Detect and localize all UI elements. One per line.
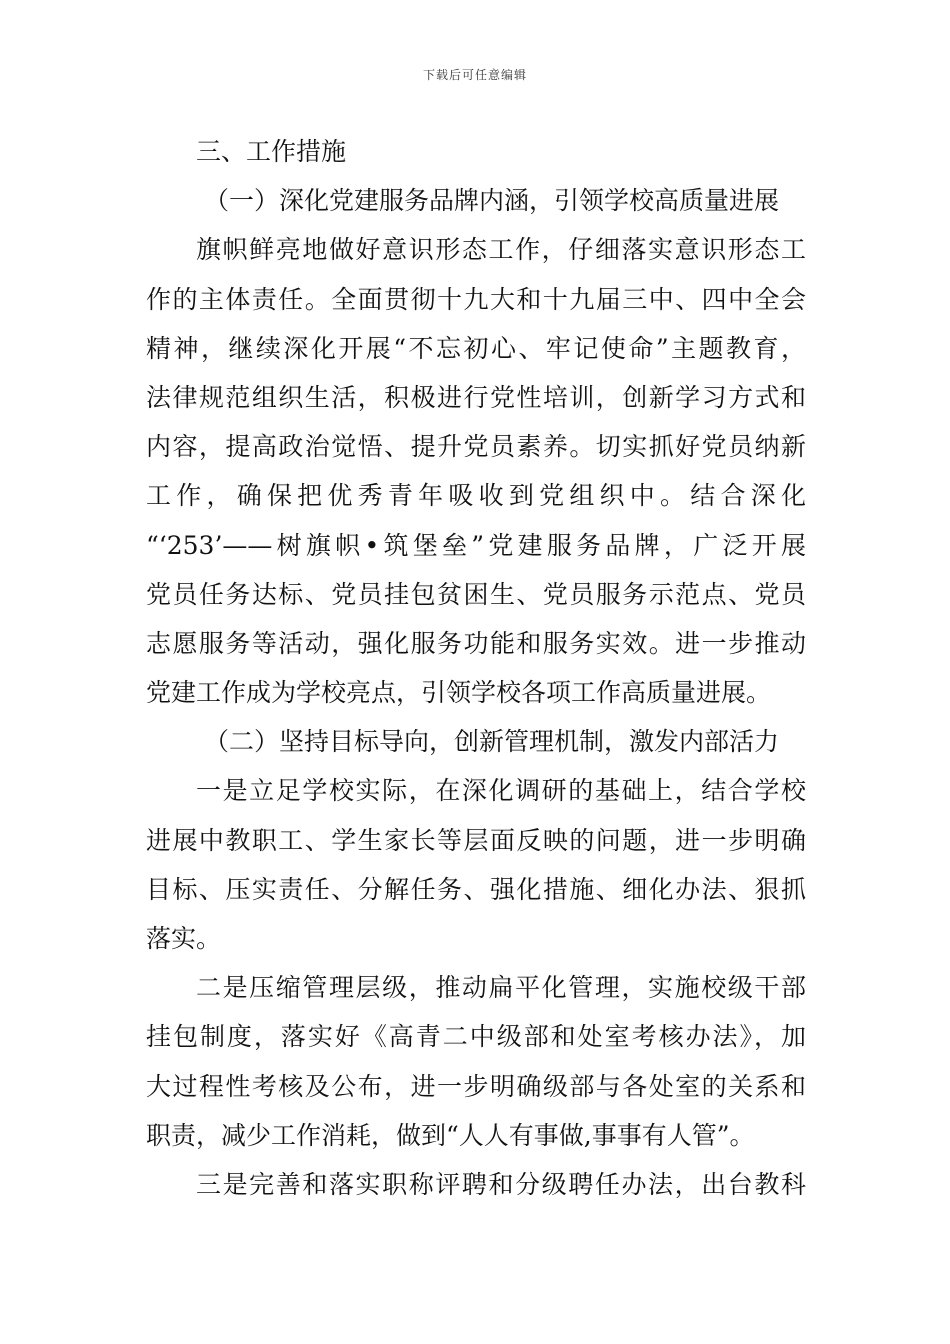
- subsection-heading: （二）坚持目标导向，创新管理机制，激发内部活力: [204, 727, 780, 757]
- paragraph-line: 二是压缩管理层级，推动扁平化管理，实施校级干部: [196, 973, 806, 1003]
- document-body: [146, 127, 806, 1209]
- paragraph-line: 旗帜鲜亮地做好意识形态工作，仔细落实意识形态工: [196, 235, 806, 265]
- paragraph-line: 目标、压实责任、分解任务、强化措施、细化办法、狠抓: [146, 874, 806, 904]
- paragraph-line: 职责，减少工作消耗，做到“人人有事做,事事有人管”。: [146, 1120, 755, 1150]
- paragraph-line: 党员任务达标、党员挂包贫困生、党员服务示范点、党员: [146, 579, 806, 609]
- header-note: 下载后可任意编辑: [422, 68, 527, 82]
- paragraph-line: 作的主体责任。全面贯彻十九大和十九届三中、四中全会: [146, 284, 806, 314]
- paragraph-line: 落实。: [146, 924, 222, 953]
- section-heading: 三、工作措施: [196, 137, 347, 166]
- paragraph-line: 三是完善和落实职称评聘和分级聘任办法，出台教科: [196, 1169, 806, 1199]
- paragraph-line: “‘253’——树旗帜•筑堡垒”党建服务品牌，广泛开展: [146, 530, 806, 560]
- paragraph-line: 精神，继续深化开展“不忘初心、牢记使命”主题教育，: [146, 333, 806, 363]
- paragraph-line: 大过程性考核及公布，进一步明确级部与各处室的关系和: [146, 1071, 806, 1101]
- subsection-heading: （一）深化党建服务品牌内涵，引领学校高质量进展: [204, 186, 780, 216]
- paragraph-line: 法律规范组织生活，积极进行党性培训，创新学习方式和: [146, 382, 806, 412]
- paragraph-line: 进展中教职工、学生家长等层面反映的问题，进一步明确: [146, 825, 806, 855]
- paragraph-line: 内容，提高政治觉悟、提升党员素养。切实抓好党员纳新: [146, 432, 806, 462]
- paragraph-line: 志愿服务等活动，强化服务功能和服务实效。进一步推动: [146, 628, 806, 658]
- paragraph-line: 工作，确保把优秀青年吸收到党组织中。结合深化: [146, 481, 806, 511]
- paragraph-line: 党建工作成为学校亮点，引领学校各项工作高质量进展。: [146, 678, 772, 708]
- paragraph-line: 一是立足学校实际，在深化调研的基础上，结合学校: [196, 776, 806, 806]
- paragraph-line: 挂包制度，落实好《高青二中级部和处室考核办法》，加: [146, 1022, 806, 1052]
